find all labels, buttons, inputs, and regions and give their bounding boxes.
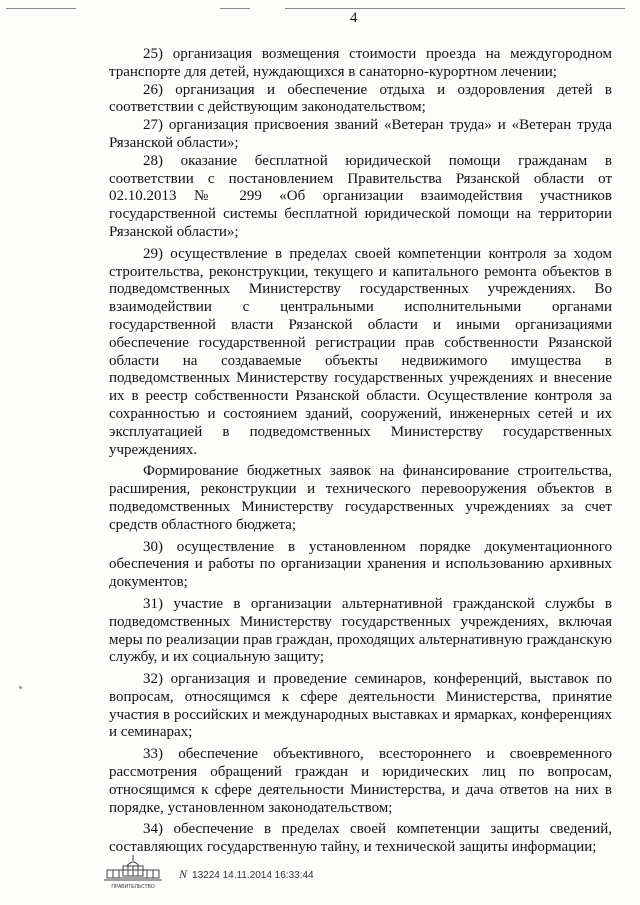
paragraph-26: 26) организация и обеспечение отдыха и оздоровления детей в соответствии с действующим законодательством; — [109, 81, 612, 116]
document-mark: N — [179, 867, 188, 881]
paragraph-29: 29) осуществление в пределах своей компетенции контроля за ходом строительства, реконструкции, текущего и капитального ремонта объектов в подведомственных Министерству государственных учреждениях. Во взаимодействии с центральными исполнительными органами государственной власти Рязанской области и иными организациями обеспечение государственной регистрации прав собственности Рязанской области на создаваемые объекты недвижимого имущества в подведомственных Министерству государственных учреждениях и внесение их в реестр собственности Рязанской области. Осуществление контроля за сохранностью и состоянием зданий, сооружений, инженерных сетей и их эксплуатацией в подведомственных Министерству государственных учреждениях. — [109, 245, 612, 458]
paragraph-31: 31) участие в организации альтернативной гражданской службы в подведомственных Министерству государственных учреждениях, включая меры по реализации прав граждан, проходящих альтернативную гражданскую службу, и их социальную защиту; — [109, 595, 612, 666]
stamp-text: 13224 14.11.2014 16:33:44 — [192, 870, 314, 881]
scan-artifact-line-right — [285, 8, 625, 9]
paragraph-25: 25) организация возмещения стоимости проезда на междугородном транспорте для детей, нуждающихся в санаторно-курортном лечении; — [109, 46, 612, 80]
scan-artifact-line-left — [6, 8, 76, 9]
margin-mark — [19, 686, 22, 689]
registration-stamp — [179, 867, 314, 882]
paragraph-budget: Формирование бюджетных заявок на финансирование строительства, расширения, реконструкции и технического перевооружения объектов в подведомственных Министерству государственных учреждениях за счет средств областного бюджета; — [109, 463, 612, 533]
paragraph-34: 34) обеспечение в пределах своей компетенции защиты сведений, составляющих государственную тайну, и технической защиты информации; — [109, 821, 612, 856]
paragraph-27: 27) организация присвоения званий «Ветеран труда» и «Ветеран труда Рязанской области»; — [109, 117, 612, 151]
paragraph-28: 28) оказание бесплатной юридической помощи гражданам в соответствии с постановлением Правительства Рязанской области от 02.10.2013 № 299 «Об организации взаимодействия участников государственной системы бесплатной юридической помощи на территории Рязанской области»; — [109, 152, 612, 240]
paragraph-32: 32) организация и проведение семинаров, конференций, выставок по вопросам, относящимся к сфере деятельности Министерства, принятие участия в российских и международных выставках и ярмарках, конференциях и семинарах; — [109, 671, 612, 741]
government-building-icon — [101, 852, 165, 892]
paragraph-30: 30) осуществление в установленном порядке документационного обеспечения и работы по организации хранения и использованию архивных документов; — [109, 538, 612, 591]
scan-artifact-line-mid — [220, 8, 250, 9]
page-number: 4 — [350, 10, 358, 26]
svg-text:ПРАВИТЕЛЬСТВО: ПРАВИТЕЛЬСТВО — [111, 884, 155, 890]
document-body — [109, 46, 612, 857]
paragraph-33: 33) обеспечение объективного, всестороннего и своевременного рассмотрения обращений граждан и юридических лиц по вопросам, относящимся к сфере деятельности Министерства, и дача ответов на них в порядке, установленном законодательством; — [109, 746, 612, 816]
